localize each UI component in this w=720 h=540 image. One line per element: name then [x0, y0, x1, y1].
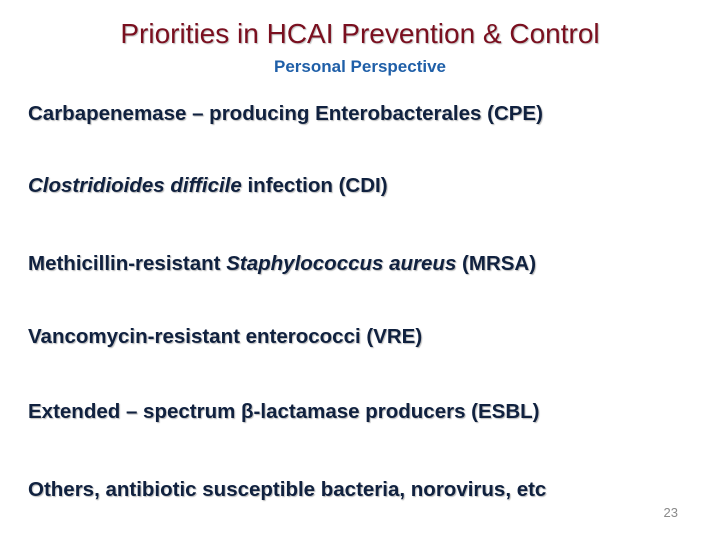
item-text-prefix: Methicillin-resistant [28, 252, 227, 275]
priority-item-cdi [28, 172, 388, 200]
priority-item-cpe: Carbapenemase – producing Enterobacterales (CPE) [28, 102, 543, 125]
priority-item-vre: Vancomycin-resistant enterococci (VRE) [28, 325, 423, 348]
organism-name-clostridioides: Clostridioides difficile [28, 174, 242, 197]
priority-item-esbl: Extended – spectrum β-lactamase producers (ESBL) [28, 400, 540, 423]
priority-item-others: Others, antibiotic susceptible bacteria, norovirus, etc [28, 478, 547, 501]
organism-name-staphylococcus: Staphylococcus aureus [226, 252, 457, 275]
slide-subtitle: Personal Perspective [274, 57, 446, 76]
slide-title: Priorities in HCAI Prevention & Control [120, 18, 600, 49]
page-number: 23 [663, 505, 678, 520]
item-text-suffix: infection (CDI) [241, 174, 388, 197]
priority-item-mrsa [28, 250, 536, 278]
item-text-suffix: (MRSA) [456, 252, 537, 275]
